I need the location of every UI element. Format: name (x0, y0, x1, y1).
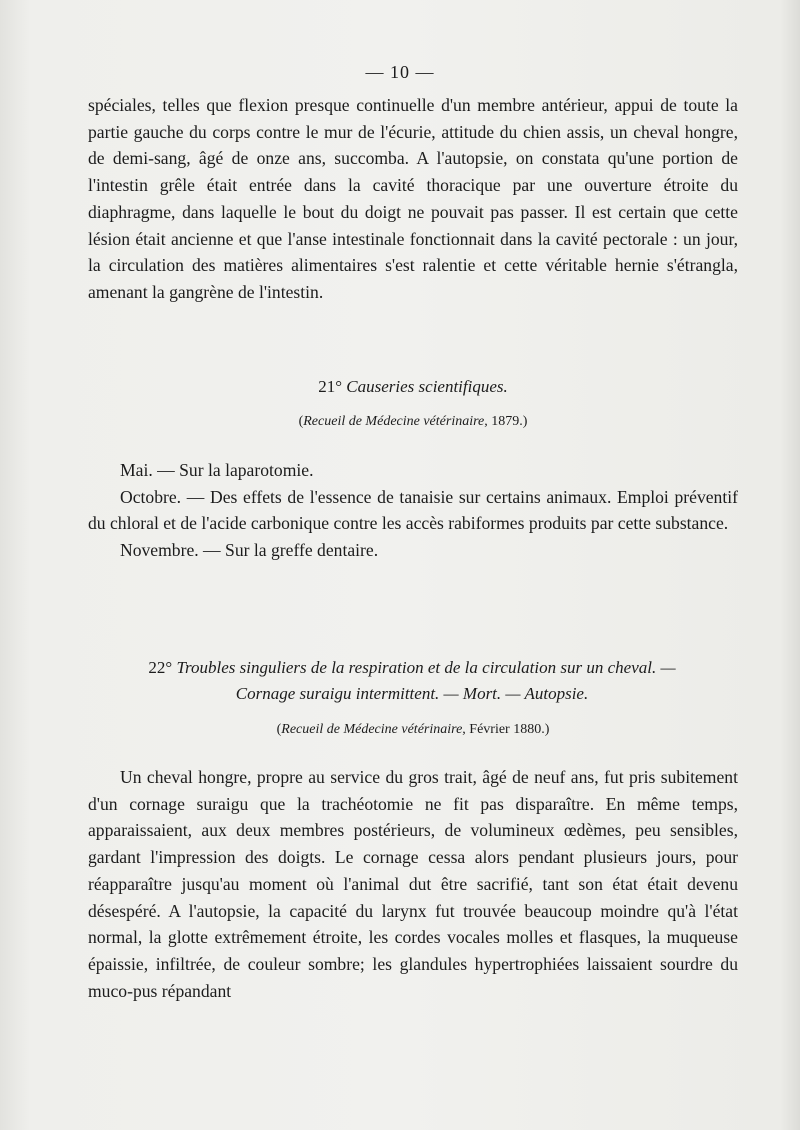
intro-paragraph-block (88, 92, 738, 306)
section-21-source (88, 414, 738, 430)
section-22-heading (82, 655, 742, 707)
section-21-source-date: , 1879.) (484, 414, 528, 429)
section-22-source (88, 722, 738, 738)
source-open-paren: ( (298, 414, 304, 429)
section-21-heading (88, 374, 738, 400)
section-22-title-line1: Troubles singuliers de la respiration et de la circulation sur un cheval. — (176, 658, 676, 677)
section-22-paragraph: Un cheval hongre, propre au service du gros trait, âgé de neuf ans, fut pris subitement d'un cornage suraigu que la trachéotomie ne fit pas disparaître. En même temps, apparaissaient, aux deux membres postérieurs, de volumineux œdèmes, peu sensibles, gardant l'impression des doigts. Le cornage cessa alors pendant plusieurs jours, pour réapparaître jusqu'au moment où l'animal dut être sacrifié, tant son état était devenu désespéré. A l'autopsie, la capacité du larynx fut trouvée beaucoup moindre qu'à l'état normal, la glotte extrêmement étroite, les cordes vocales molles et flasques, la muqueuse épaissie, infiltrée, de couleur sombre; les glandules hypertrophiées laissaient sourdre du muco-pus répandant (88, 767, 738, 1001)
section-21-source-title: Recueil de Médecine vétérinaire (303, 414, 485, 429)
intro-paragraph: spéciales, telles que flexion presque continuelle d'un membre antérieur, appui de toute la partie gauche du corps contre le mur de l'écurie, attitude du chien assis, un cheval hongre, de demi-sang, âgé de onze ans, succomba. A l'autopsie, on constata qu'une portion de l'intestin grêle était entrée dans la cavité thoracique par une ouverture étroite du diaphragme, dans laquelle le bout du doigt ne pouvait pas passer. Il est certain que cette lésion était ancienne et que l'anse intestinale fonctionnait dans la cavité pectorale : un jour, la circulation des matières alimentaires s'est ralentie et cette véritable hernie s'étrangla, amenant la gangrène de l'intestin. (88, 95, 738, 302)
page-number: — 10 — (365, 62, 435, 82)
section-22-number: 22° (148, 658, 173, 677)
list-item: Mai. — Sur la laparotomie. (120, 460, 314, 480)
section-22-paragraph-block (88, 764, 738, 1004)
section-21-list (88, 457, 738, 563)
section-21-title: Causeries scientifiques. (346, 377, 508, 396)
section-22-title-line2: Cornage suraigu intermittent. — Mort. — Autopsie. (235, 684, 589, 703)
section-21-number: 21° (318, 377, 343, 396)
source-open-paren: ( (276, 722, 282, 737)
list-item: Octobre. — Des effets de l'essence de tanaisie sur certains animaux. Emploi préventif du chloral et de l'acide carbonique contre les accès rabiformes produits par cette substance. (88, 486, 738, 533)
section-22-source-title: Recueil de Médecine vétérinaire (281, 722, 463, 737)
section-22-source-date: , Février 1880.) (462, 722, 550, 737)
list-item: Novembre. — Sur la greffe dentaire. (120, 539, 379, 560)
